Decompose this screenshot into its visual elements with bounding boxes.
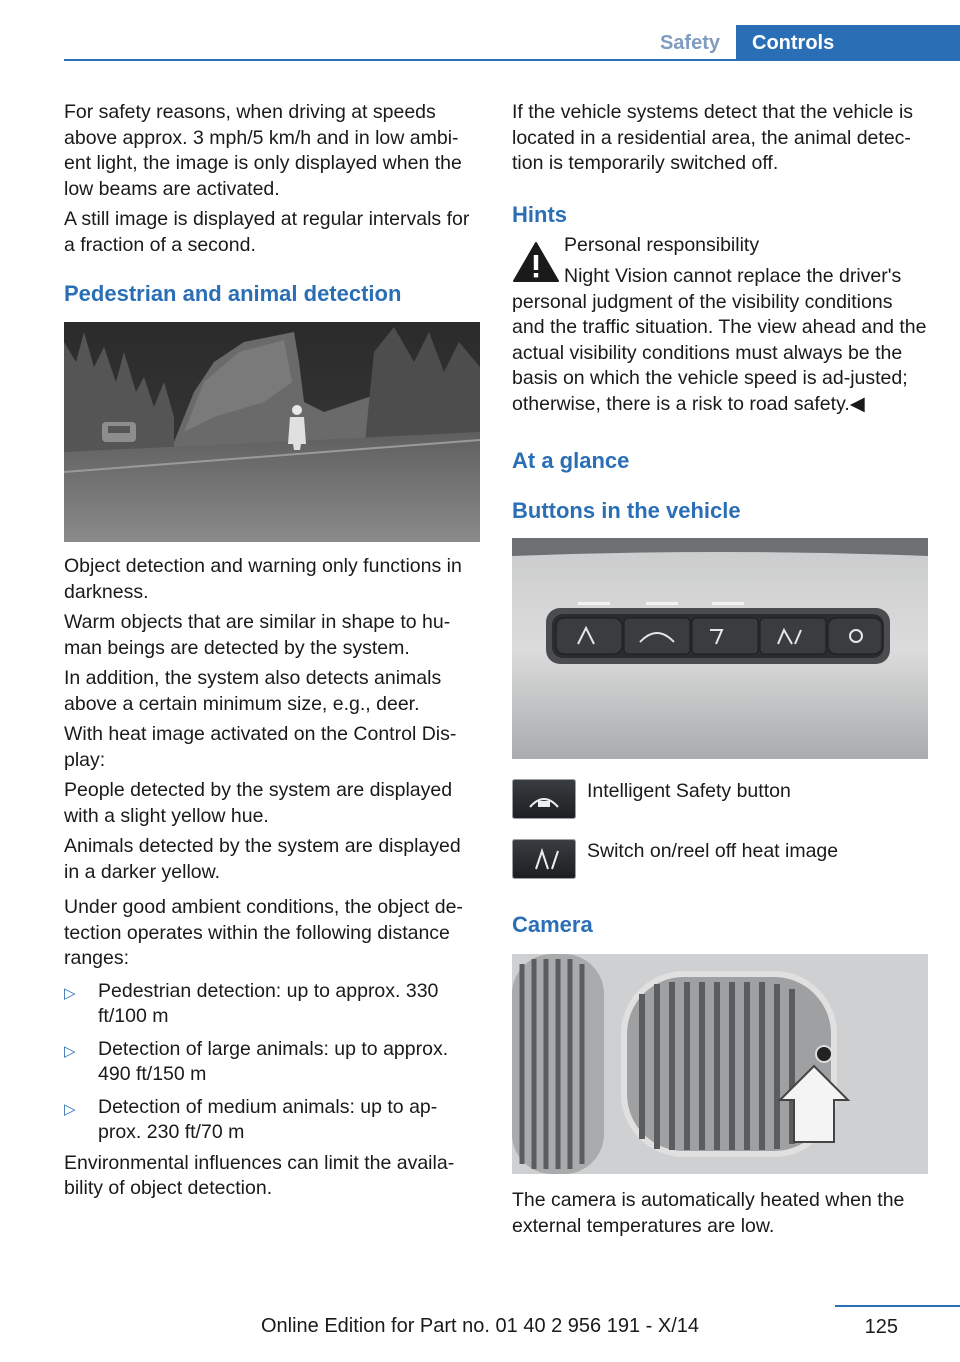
paragraph: The camera is automatically heated when the external temperatures are low. — [512, 1189, 905, 1237]
list-item: ▷ Detection of large animals: up to approx. 490 ft/150 m — [64, 1037, 449, 1085]
paragraph: A still image is displayed at regular intervals for a fraction of a second. — [64, 208, 470, 256]
paragraph: In addition, the system also detects animals above a certain minimum size, e.g., deer. — [64, 667, 442, 715]
button-legend-row — [512, 779, 928, 833]
paragraph: Object detection and warning only functions in darkness. — [64, 555, 462, 603]
header-chapter-controls: Controls — [736, 25, 960, 61]
heading-buttons-in-vehicle: Buttons in the vehicle — [512, 498, 741, 523]
bullet-marker: ▷ — [64, 1100, 76, 1118]
left-column — [64, 100, 480, 1202]
button-label-heat-image: Switch on/reel off heat image — [587, 840, 839, 862]
heading-camera: Camera — [512, 912, 593, 937]
footer-edition: Online Edition for Part no. 01 40 2 956 191 - X/14 — [260, 1315, 700, 1337]
footer-rule — [835, 1305, 960, 1307]
bullet-marker: ▷ — [64, 1042, 76, 1060]
heading-at-a-glance: At a glance — [512, 448, 630, 473]
camera-figure — [512, 954, 928, 1174]
warning-box — [512, 233, 928, 418]
heading-hints: Hints — [512, 201, 567, 227]
intelligent-safety-button-icon — [512, 779, 576, 819]
list-item: ▷ Pedestrian detection: up to approx. 330 ft/100 m — [64, 979, 439, 1027]
button-label-intelligent-safety: Intelligent Safety button — [587, 780, 791, 802]
warning-title: Personal responsibility — [564, 233, 760, 256]
page-number: 125 — [864, 1316, 898, 1338]
button-legend-row — [512, 839, 928, 893]
paragraph: Animals detected by the system are displayed in a darker yellow. — [64, 835, 461, 883]
warning-text: Night Vision cannot replace the driver's personal judgment of the visibility conditions and the traffic situation. The view ahead and the actual visibility conditions must always be the basis on which the vehicle speed is ad-justed; otherwise, there is a risk to road safety.◀ — [512, 265, 927, 415]
paragraph: Under good ambient conditions, the object de-tection operates within the following distance ranges: — [64, 896, 463, 969]
paragraph: People detected by the system are displayed with a slight yellow hue. — [64, 779, 453, 827]
list-item: ▷ Detection of medium animals: up to ap-prox. 230 ft/70 m — [64, 1095, 438, 1143]
paragraph: For safety reasons, when driving at speeds above approx. 3 mph/5 km/h and in low ambi-ent light, the image is only displayed when the low beams are activated. — [64, 101, 462, 200]
heading-pedestrian-animal-detection: Pedestrian and animal detection — [64, 281, 402, 306]
header-section-safety: Safety — [659, 32, 720, 54]
paragraph: Warm objects that are similar in shape to hu-man beings are detected by the system. — [64, 611, 451, 659]
camera-grille-image — [512, 954, 928, 1174]
paragraph: If the vehicle systems detect that the vehicle is located in a residential area, the animal detec-tion is temporarily switched off. — [512, 101, 914, 174]
night-vision-image — [64, 322, 480, 542]
warning-triangle-icon — [512, 241, 560, 283]
heat-image-button-icon — [512, 839, 576, 879]
distance-range-list — [64, 979, 480, 1146]
button-panel-image — [512, 538, 928, 759]
header-rule — [64, 59, 960, 61]
paragraph: With heat image activated on the Control Dis-play: — [64, 723, 457, 771]
paragraph: Environmental influences can limit the availa-bility of object detection. — [64, 1151, 455, 1199]
right-column — [512, 100, 928, 1239]
buttons-figure — [512, 538, 928, 759]
bullet-marker: ▷ — [64, 984, 76, 1002]
night-vision-figure — [64, 322, 480, 542]
